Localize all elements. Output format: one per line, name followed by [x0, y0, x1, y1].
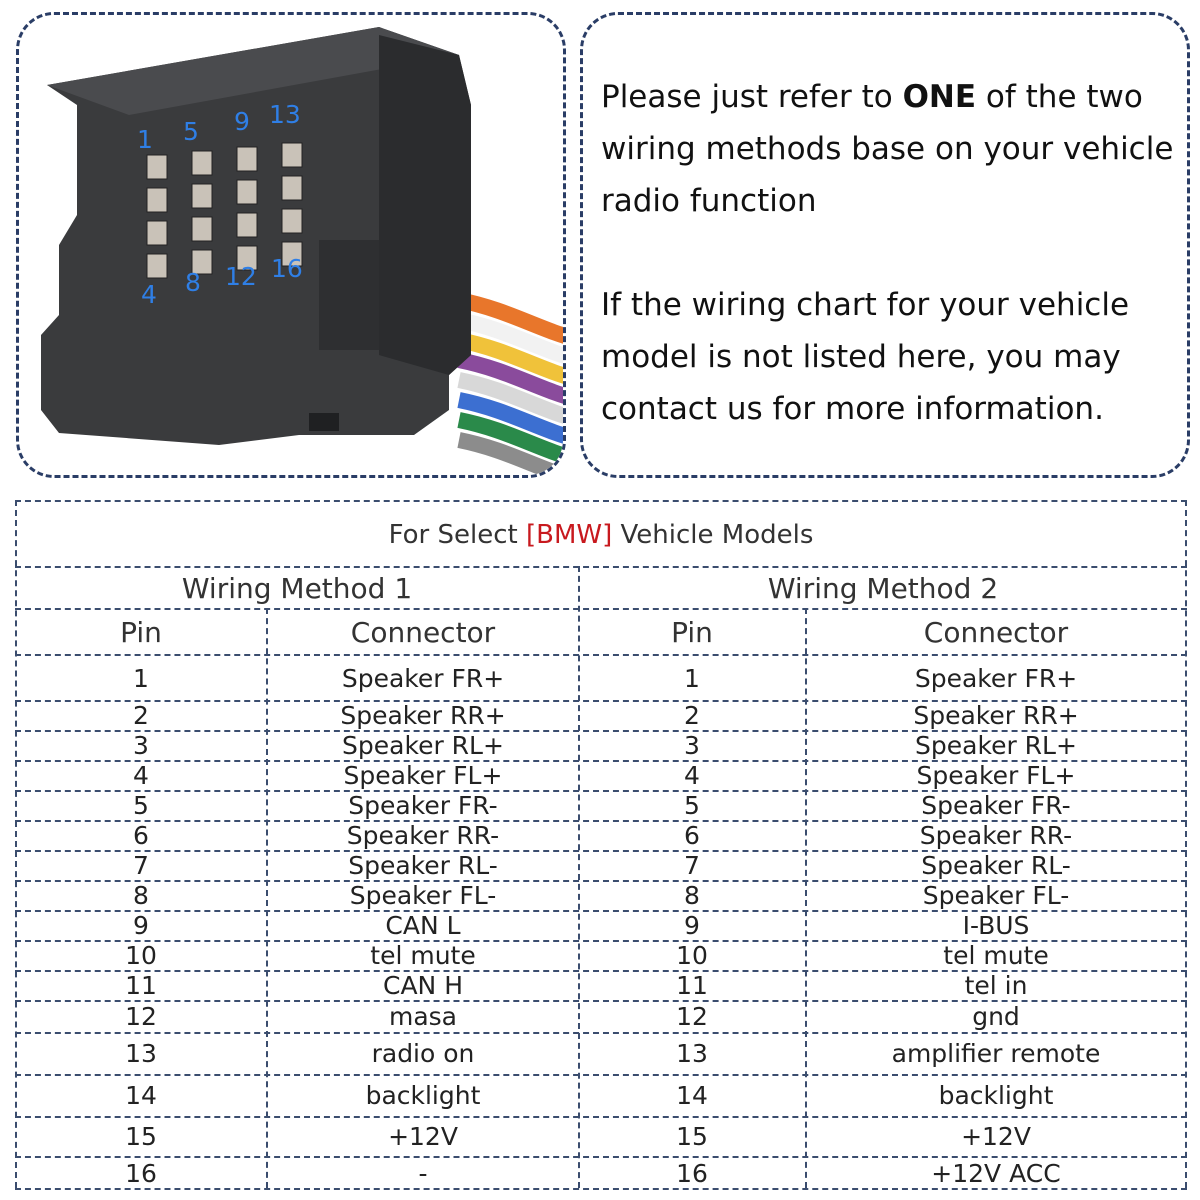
method-2-connector-cell: Speaker RR-	[919, 820, 1073, 850]
method-2-connector-cell: backlight	[938, 1080, 1054, 1110]
method-1-connector-cell: Speaker FL+	[343, 760, 503, 790]
caption-text: Vehicle Models	[620, 520, 814, 550]
pin-cell: 6	[684, 820, 700, 850]
pin-label: 12	[225, 262, 257, 291]
method-2-connector-cell: Speaker RL+	[915, 730, 1077, 760]
connector-column-header: Connector	[923, 615, 1069, 649]
pin-cell: 15	[676, 1121, 708, 1151]
pin-cell: 5	[684, 790, 700, 820]
connector-photo-panel	[16, 12, 566, 478]
pin-contact	[237, 180, 257, 204]
method-2-connector-cell: gnd	[972, 1001, 1020, 1031]
wiring-instruction-text	[601, 71, 1190, 227]
pin-cell: 11	[125, 970, 157, 1000]
pin-cell: 13	[676, 1038, 708, 1068]
pin-cell: 16	[125, 1158, 157, 1188]
contact-info-text: If the wiring chart for your vehicle model is not listed here, you may contact us for more information.	[601, 287, 1130, 427]
connector-slot	[309, 413, 339, 431]
method-2-connector-cell: Speaker RL-	[921, 850, 1071, 880]
connector-column-header: Connector	[350, 615, 496, 649]
pin-contact	[237, 213, 257, 237]
method-1-connector-cell: Speaker FR+	[341, 663, 505, 693]
method-1-connector-cell: Speaker RL+	[342, 730, 504, 760]
pin-contact	[192, 217, 212, 241]
iso-connector-image	[19, 15, 563, 475]
pin-cell: 12	[676, 1001, 708, 1031]
pin-contact	[147, 254, 167, 278]
method-2-connector-cell: Speaker FL+	[916, 760, 1076, 790]
pin-cell: 16	[676, 1158, 708, 1188]
instruction-note-panel	[580, 12, 1190, 478]
pin-cell: 10	[676, 940, 708, 970]
pin-cell: 2	[684, 700, 700, 730]
pin-label: 1	[137, 125, 153, 154]
pin-label: 5	[183, 117, 199, 146]
pin-cell: 12	[125, 1001, 157, 1031]
pin-cell: 4	[684, 760, 700, 790]
pin-cell: 8	[684, 880, 700, 910]
pin-label: 4	[141, 280, 157, 309]
pin-contact	[282, 176, 302, 200]
pin-cell: 8	[133, 880, 149, 910]
method-1-connector-cell: masa	[388, 1001, 458, 1031]
method-2-connector-cell: I-BUS	[962, 910, 1030, 940]
method-1-connector-cell: +12V	[388, 1121, 458, 1151]
method-1-connector-cell: Speaker RR+	[340, 700, 506, 730]
pin-cell: 9	[684, 910, 700, 940]
pin-label: 16	[271, 254, 303, 283]
method-1-connector-cell: -	[418, 1158, 428, 1188]
pin-cell: 15	[125, 1121, 157, 1151]
wiring-table	[15, 500, 1187, 1190]
pin-cell: 3	[133, 730, 149, 760]
method-2-connector-cell: tel in	[964, 970, 1028, 1000]
pin-column-header: Pin	[120, 615, 162, 649]
method-1-connector-cell: CAN H	[382, 970, 463, 1000]
method-1-connector-cell: Speaker RR-	[346, 820, 500, 850]
pin-cell: 11	[676, 970, 708, 1000]
pin-contact	[282, 143, 302, 167]
pin-label: 13	[269, 100, 301, 129]
pin-cell: 14	[676, 1080, 708, 1110]
wire-bundle	[459, 300, 563, 475]
method-1-connector-cell: Speaker FR-	[348, 790, 498, 820]
method-2-connector-cell: +12V	[961, 1121, 1031, 1151]
method-2-connector-cell: tel mute	[943, 940, 1049, 970]
method-2-connector-cell: Speaker FR+	[914, 663, 1078, 693]
pin-cell: 6	[133, 820, 149, 850]
pin-cell: 7	[684, 850, 700, 880]
pin-cell: 1	[133, 663, 149, 693]
pin-cell: 2	[133, 700, 149, 730]
method-1-title: Wiring Method 1	[181, 571, 413, 605]
pin-cell: 5	[133, 790, 149, 820]
connector-latch	[319, 240, 379, 350]
method-2-title: Wiring Method 2	[767, 571, 999, 605]
pin-cell: 3	[684, 730, 700, 760]
pin-contact	[147, 221, 167, 245]
pin-contact	[147, 155, 167, 179]
method-1-connector-cell: Speaker RL-	[348, 850, 498, 880]
pin-cell: 7	[133, 850, 149, 880]
method-2-connector-cell: +12V ACC	[931, 1158, 1061, 1188]
method-1-connector-cell: CAN L	[385, 910, 461, 940]
pin-cell: 10	[125, 940, 157, 970]
pin-cell: 9	[133, 910, 149, 940]
method-1-connector-cell: Speaker FL-	[349, 880, 497, 910]
pin-cell: 13	[125, 1038, 157, 1068]
note-text-part: Please just refer to	[601, 79, 903, 115]
method-2-connector-cell: Speaker FR-	[921, 790, 1071, 820]
caption-brand: [BMW]	[525, 520, 613, 550]
pin-contact	[282, 209, 302, 233]
method-2-connector-cell: Speaker FL-	[922, 880, 1070, 910]
note-text-part: of the two wiring methods base on your vehicle radio function	[601, 79, 1174, 219]
pin-label: 8	[185, 268, 201, 297]
method-2-connector-cell: amplifier remote	[891, 1038, 1101, 1068]
pin-contact	[192, 151, 212, 175]
pin-cell: 4	[133, 760, 149, 790]
pin-cell: 1	[684, 663, 700, 693]
pin-contact	[237, 147, 257, 171]
pin-label: 9	[234, 107, 250, 136]
pin-column-header: Pin	[671, 615, 713, 649]
pin-contact	[147, 188, 167, 212]
method-1-connector-cell: tel mute	[370, 940, 476, 970]
pin-contact	[192, 184, 212, 208]
caption-text: For Select	[388, 520, 518, 550]
method-1-connector-cell: backlight	[365, 1080, 481, 1110]
method-1-connector-cell: radio on	[371, 1038, 475, 1068]
note-emphasis: ONE	[902, 79, 977, 115]
method-2-connector-cell: Speaker RR+	[913, 700, 1079, 730]
table-row-divider	[15, 500, 1187, 502]
pin-cell: 14	[125, 1080, 157, 1110]
table-caption	[15, 504, 1187, 566]
connector-side-face	[379, 35, 471, 375]
